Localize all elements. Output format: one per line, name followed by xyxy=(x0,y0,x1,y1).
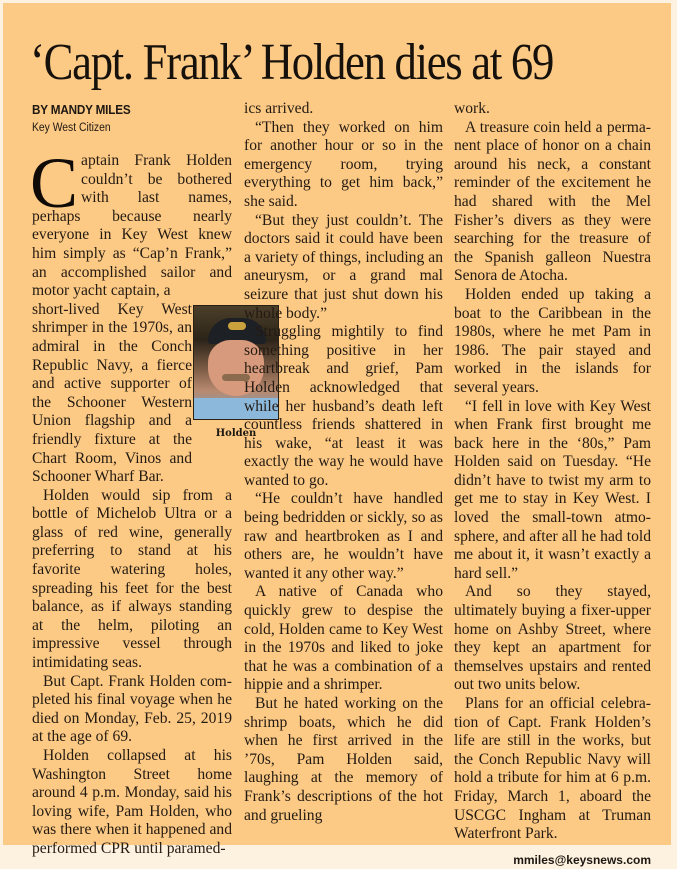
byline: BY MANDY MILES xyxy=(32,102,131,117)
photo-wrap-spacer xyxy=(194,323,244,509)
paragraph: ics arrived. xyxy=(244,100,314,117)
paragraph: “Then they worked on him for another hour or so in the emergency room, trying everything to get him back,” she said. xyxy=(244,118,443,210)
paragraph: But he hated working on the shrimp boats, which he did when he first arrived in the ’70s, Pam Holden said, laughing at the memory of Frank’s descriptions of the hot and grueling xyxy=(244,695,443,824)
newspaper-clipping xyxy=(3,3,671,867)
author-email-link[interactable]: mmiles@keysnews.com xyxy=(513,852,651,867)
paragraph xyxy=(30,143,232,301)
paragraph: But Capt. Frank Holden completed his final voyage when he died on Monday, Feb. 25, 2019 at the age of 69. xyxy=(32,672,232,746)
paragraph: Struggling mightily to find something positive in her heartbreak and grief, Pam Holden acknowledged that while her husband’s death left countless friends shattered in his wake, “at least it was exactly the way he would have wanted to go. xyxy=(244,323,443,489)
paragraph-text: short-lived Key West shrimper in the 1970s, an admiral in the Conch Republic Navy, a fierce and active supporter of the Schooner Western Union flagship and a friendly fixture at the Chart Room, Vinos and Schooner Wharf Bar. xyxy=(32,300,192,486)
paragraph: “But they just couldn’t. The doctors said it could have been a variety of things, including an aneurysm, or a grand mal seizure that just shut down his whole body.” xyxy=(244,211,443,322)
paragraph-text: aptain Frank Holden couldn’t be bothered with last names, perhaps because nearly everyone in Key West knew him simply as “Cap’n Frank,” an accomplished sailor and motor yacht captain, a xyxy=(32,152,232,300)
paragraph: A treasure coin held a permanent place of honor on a chain around his neck, a constant reminder of the excitement he had shared with the Mel Fisher’s divers as they were searching for the treasure of the Spanish galleon Nuestra Senora de Atocha. xyxy=(454,118,651,285)
article-column-2 xyxy=(244,100,443,825)
byline-affiliation: Key West Citizen xyxy=(32,122,111,134)
paragraph: And so they stayed, ultimately buying a fixer-upper home on Ashby Street, where they kept an apartment for themselves upstairs and rented out two units below. xyxy=(454,583,651,694)
paragraph: “I fell in love with Key West when Frank first brought me back here in the ‘80s,” Pam Holden said on Tuesday. “He didn’t have to twist my arm to get me to stay in Key West. I loved the small-town atmosphere, and after all he had told me about it, it wasn’t exactly a hard sell.” xyxy=(454,397,651,582)
paragraph: Holden collapsed at his Washington Street home around 4 p.m. Monday, said his loving wife, Pam Holden, who was there when it happened and performed CPR until paramed- xyxy=(32,747,232,857)
drop-cap: C xyxy=(30,143,79,223)
paragraph: A native of Canada who quickly grew to despise the cold, Holden came to Key West in the 1970s and liked to joke that he was a combination of a hippie and a shrimper. xyxy=(244,583,443,694)
paragraph: Plans for an official celebration of Capt. Frank Holden’s life are still in the works, but the Conch Republic Navy will hold a tribute for him at 6 p.m. Friday, March 1, aboard the USCGC Ingham at Truman Waterfront Park. xyxy=(454,695,651,843)
paragraph: Holden ended up taking a boat to the Caribbean in the 1980s, where he met Pam in 1986. The pair stayed and worked in the islands for several years. xyxy=(454,285,651,396)
photo-caption: Holden xyxy=(215,428,257,439)
article-column-3 xyxy=(454,100,651,869)
paragraph xyxy=(32,301,192,487)
headline: ‘Capt. Frank’ Holden dies at 69 xyxy=(30,34,554,91)
paragraph: Holden would sip from a bottle of Michelob Ultra or a glass of red wine, generally preferring to stand at his favorite watering holes, spreading his feet for the best balance, as if always standing at the helm, piloting an impressive vessel through intimidating seas. xyxy=(32,486,232,672)
paragraph: “He couldn’t have handled being bedridden or sickly, so as raw and heartbroken as I and others are, he wouldn’t have wanted it any other way.” xyxy=(244,490,443,582)
paragraph: work. xyxy=(454,100,490,117)
